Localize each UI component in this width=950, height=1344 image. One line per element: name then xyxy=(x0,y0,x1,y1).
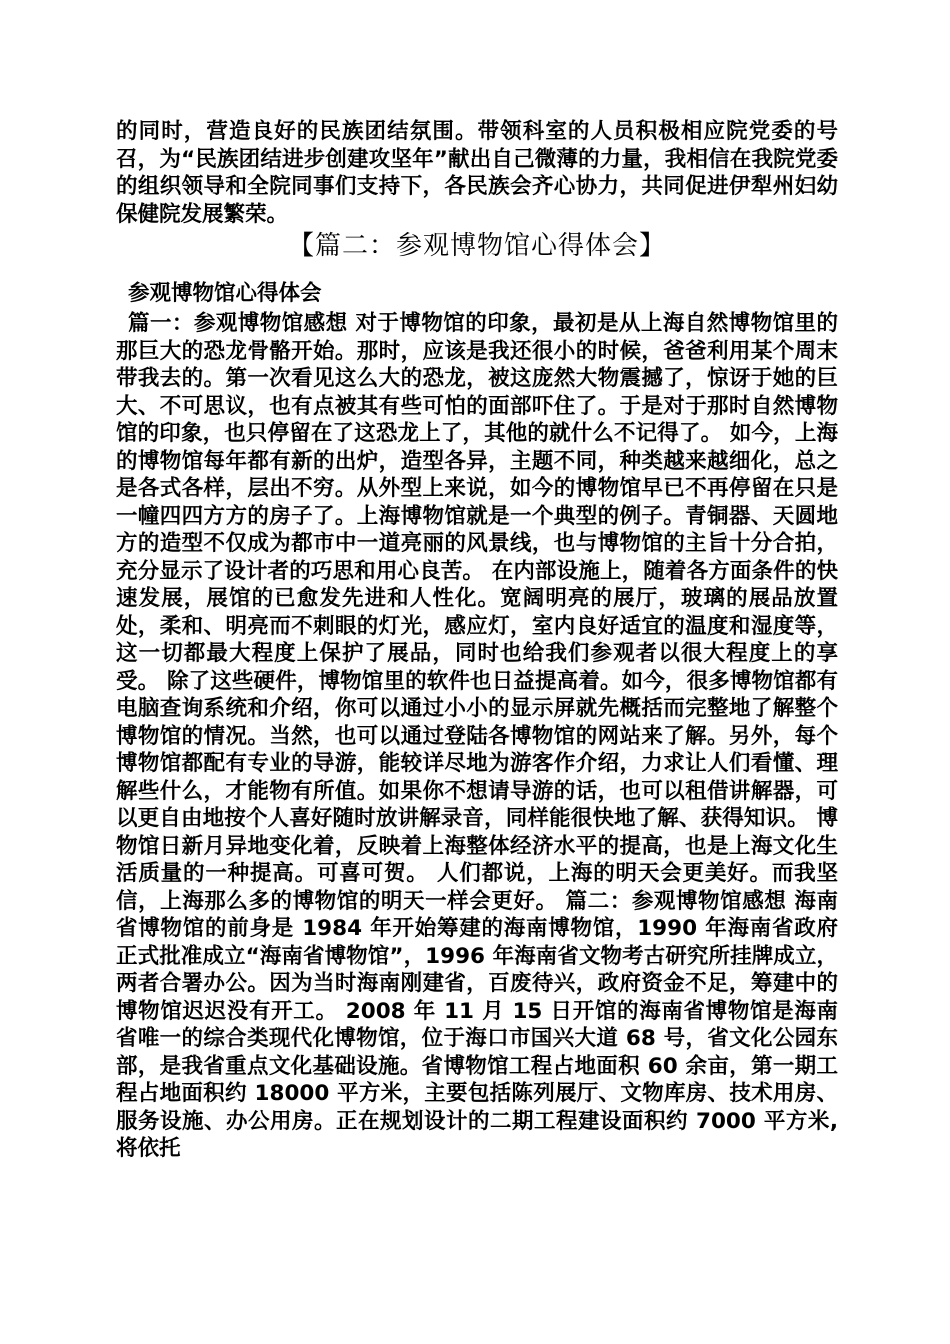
article-subtitle: 参观博物馆心得体会 xyxy=(128,281,322,306)
intro-paragraph: 的同时，营造良好的民族团结氛围。带领科室的人员积极相应院党委的号召，为“民族团结进步创建攻坚年”献出自己微薄的力量，我相信在我院党委的组织领导和全院同事们支持下，各民族会齐心协力，共同促进伊犁州妇幼保健院发展繁荣。 xyxy=(116,119,838,227)
body-paragraph: 篇一：参观博物馆感想 对于博物馆的印象，最初是从上海自然博物馆里的那巨大的恐龙骨骼开始。那时，应该是我还很小的时候，爸爸利用某个周末带我去的。第一次看见这么大的恐龙，被这庞然大物震撼了，惊讶于她的巨大、不可思议，也有点被其有些可怕的面部吓住了。于是对于那时自然博物馆的印象，也只停留在了这恐龙上了，其他的就什么不记得了。 如今，上海的博物馆每年都有新的出炉，造型各异，主题不同，种类越来越细化，总之是各式各样，层出不穷。从外型上来说，如今的博物馆早已不再停留在只是一幢四四方方的房子了。上海博物馆就是一个典型的例子。青铜器、天圆地方的造型不仅成为都市中一道亮丽的风景线，也与博物馆的主旨十分合拍，充分显示了设计者的巧思和用心良苦。 在内部设施上，随着各方面条件的快速发展，展馆的已愈发先进和人性化。宽阔明亮的展厅，玻璃的展品放置处，柔和、明亮而不刺眼的灯光，感应灯，室内良好适宜的温度和湿度等，这一切都最大程度上保护了展品，同时也给我们参观者以很大程度上的享受。 除了这些硬件，博物馆里的软件也日益提高着。如今，很多博物馆都有电脑查询系统和介绍，你可以通过小小的显示屏就先概括而完整地了解整个博物馆的情况。当然，也可以通过登陆各博物馆的网站来了解。另外，每个博物馆都配有专业的导游，能较详尽地为游客作介绍，力求让人们看懂、理解些什么，才能物有所值。如果你不想请导游的话，也可以租借讲解器，可以更自由地按个人喜好随时放讲解录音，同样能很快地了解、获得知识。 博物馆日新月异地变化着，反映着上海整体经济水平的提高，也是上海文化生活质量的一种提高。可喜可贺。 人们都说，上海的明天会更美好。而我坚信，上海那么多的博物馆的明天一样会更好。 篇二：参观博物馆感想 海南省博物馆的前身是 1984 年开始筹建的海南博物馆，1990 年海南省政府正式批准成立“海南省博物馆”，1996 年海南省文物考古研究所挂牌成立，两者合署办公。因为当时海南刚建省，百废待兴，政府资金不足，筹建中的博物馆迟迟没有开工。 2008 年 11 月 15 日开馆的海南省博物馆是海南省唯一的综合类现代化博物馆，位于海口市国兴大道 68 号，省文化公园东部，是我省重点文化基础设施。省博物馆工程占地面积 60 余亩，第一期工程占地面积约 18000 平方米，主要包括陈列展厅、文物库房、技术用房、服务设施、办公用房。正在规划设计的二期工程建设面积约 7000 平方米,将依托 xyxy=(116,311,838,1161)
section-title: 【篇二：参观博物馆心得体会】 xyxy=(287,231,666,261)
document-content xyxy=(116,118,838,1163)
